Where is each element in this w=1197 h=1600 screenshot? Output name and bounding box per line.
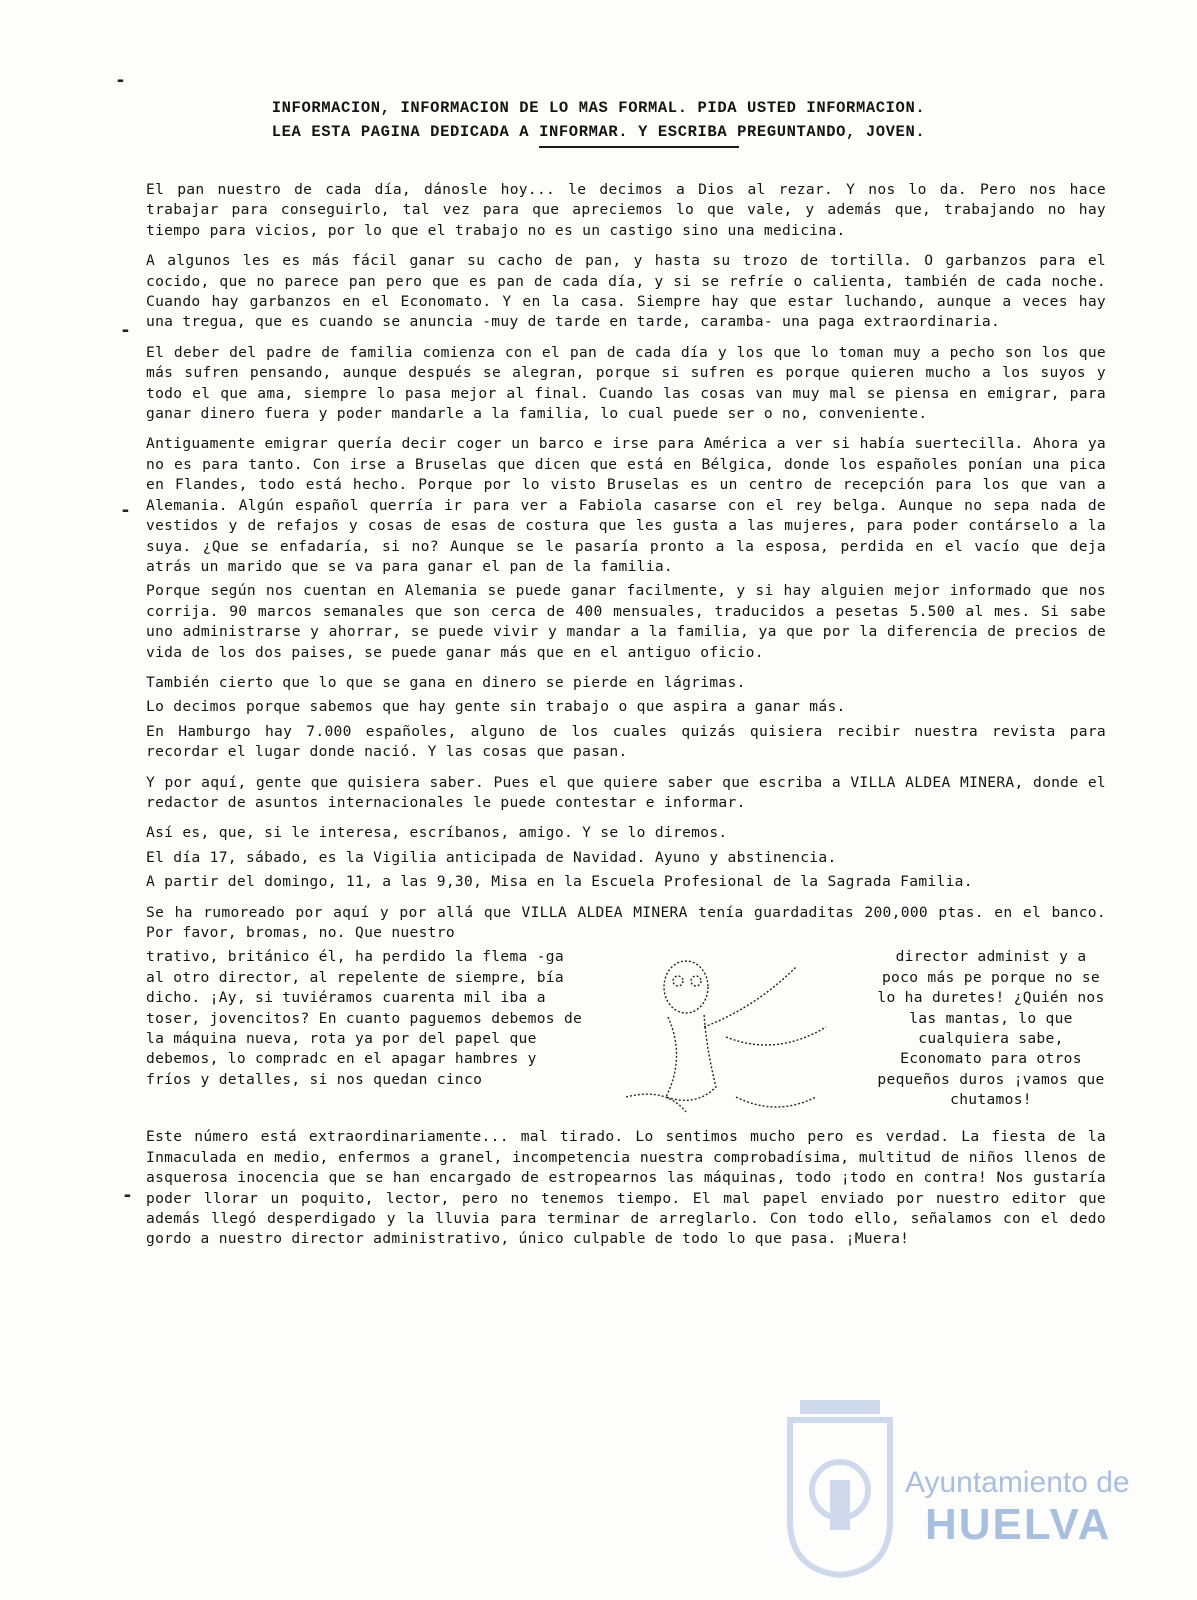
paragraph: Así es, que, si le interesa, escríbanos, amigo. Y se lo diremos. <box>146 824 728 842</box>
rumor-intro: Se ha rumoreado por aquí y por allá que VILLA ALDEA MINERA tenía guardaditas 200,000 ptas. en el banco. Por favor, bromas, no. Que nuestro <box>146 903 1106 941</box>
cartoon-illustration <box>606 947 856 1127</box>
paragraph: También cierto que lo que se gana en dinero se pierde en lágrimas. <box>146 673 746 691</box>
watermark-title: HUELVA <box>925 1500 1112 1549</box>
header-underline <box>539 146 739 148</box>
paragraph: A partir del domingo, 11, a las 9,30, Misa en la Escuela Profesional de la Sagrada Familia. <box>146 873 973 891</box>
rumor-block <box>146 947 1106 1127</box>
paragraph: El día 17, sábado, es la Vigilia anticipada de Navidad. Ayuno y abstinencia. <box>146 848 837 866</box>
paragraph: El deber del padre de familia comienza con el pan de cada día y los que lo toman muy a pecho son los que más sufren pensando, aunque después se alegran, porque si sufren es porque quieren mucho a los suyos y todo el que ama, siempre lo pasa mejor al final. Cuando las cosas van muy mal se piensa en emigrar, para ganar dinero fuera y poder mandarle a la familia, lo cual puede ser o no, conveniente. <box>146 343 1106 423</box>
paragraph: Porque según nos cuentan en Alemania se puede ganar facilmente, y si hay alguien mejor informado que nos corrija. 90 marcos semanales que son cerca de 400 mensuales, traducidos a pesetas 5.500 al mes. Si sabe uno administrarse y ahorrar, se puede vivir y mandar a la familia, ya que por la diferencia de precios de vida de los dos paises, se puede ganar más que en el antiguo oficio. <box>146 582 1106 661</box>
paragraph: Antiguamente emigrar quería decir coger un barco e irse para América a ver si había suertecilla. Ahora ya no es para tanto. Con irse a Bruselas que dicen que está en Bélgica, donde los españoles ponían una pica en Flandes, todo está hecho. Porque por lo visto Bruselas es un centro de recepción para los que van a Alemania. Algún español querría ir para ver a Fabiola casarse con el rey belga. Aunque no sepa nada de vestidos y de refajos y cosas de esas de costura que les gusta a las mujeres, para poder contárselo a la suya. ¿Que se enfadaría, si no? Aunque se le pasaría pronto a la esposa, perdida en el vacío que deja atrás un marido que se va para ganar el pan de la familia. <box>146 435 1106 575</box>
rumor-left-column: trativo, británico él, ha perdido la flema -ga al otro director, al repelente de siempre, bía dicho. ¡Ay, si tuviéramos cuarenta mil iba a toser, jovencitos? En cuanto paguemos debemos de la máquina nueva, rota ya por del papel que debemos, lo compradc en el apagar hambres y fríos y detalles, si nos quedan cinco <box>146 948 583 1088</box>
paragraph: Lo decimos porque sabemos que hay gente sin trabajo o que aspira a ganar más. <box>146 698 846 716</box>
paragraph: El pan nuestro de cada día, dánosle hoy... le decimos a Dios al rezar. Y nos lo da. Pero nos hace trabajar para conseguirlo, tal vez para que apreciemos lo que vale, y además que, trabajando no hay tiempo para vicios, por lo que el trabajo no es un castigo sino una medicina. <box>146 181 1106 239</box>
document-header <box>0 96 1197 148</box>
watermark-caption: Ayuntamiento de <box>905 1466 1130 1499</box>
margin-mark: - <box>115 70 126 91</box>
header-line-1: INFORMACION, INFORMACION DE LO MAS FORMAL. PIDA USTED INFORMACION. <box>271 99 926 117</box>
closing-paragraph: Este número está extraordinariamente... mal tirado. Lo sentimos mucho pero es verdad. La fiesta de la Inmaculada en medio, enfermos a granel, incompetencia nuestra comprobadísima, multitud de niños llenos de asquerosa inocencia que se han encargado de estropearnos las máquinas, todo ¡todo en contra! Nos gustaría poder llorar un poquito, lector, pero no tenemos tiempo. El mal papel enviado por nuestro editor que además llegó desperdigado y la lluvia para terminar de arreglarlo. Con todo ello, señalamos con el dedo gordo a nuestro director administrativo, único culpable de todo lo que pasa. ¡Muera! <box>146 1128 1106 1248</box>
header-line-2: LEA ESTA PAGINA DEDICADA A INFORMAR. Y ESCRIBA PREGUNTANDO, JOVEN. <box>271 123 926 141</box>
paragraph: A algunos les es más fácil ganar su cacho de pan, y hasta su trozo de tortilla. O garbanzos para el cocido, que no parece pan pero que es pan de cada día, y si se refríe o calienta, también de cada noche. Cuando hay garbanzos en el Economato. Y en la casa. Siempre hay que estar luchando, aunque a veces hay una tregua, que es cuando se anuncia -muy de tarde en tarde, caramba- una paga extraordinaria. <box>146 252 1106 331</box>
paragraph: Y por aquí, gente que quisiera saber. Pues el que quiere saber que escriba a VILLA ALDEA MINERA, donde el redactor de asuntos internacionales le puede contestar e informar. <box>146 773 1106 811</box>
margin-mark: - <box>122 1185 133 1206</box>
margin-mark: - <box>120 320 131 341</box>
margin-mark: - <box>120 500 131 521</box>
rumor-right-column: director administ y a poco más pe porque no se lo ha duretes! ¿Quién nos las mantas, lo que cualquiera sabe, Economato para otros pequeños duros ¡vamos que chutamos! <box>877 948 1105 1109</box>
document-body <box>146 180 1106 1260</box>
paragraph: En Hamburgo hay 7.000 españoles, alguno de los cuales quizás quisiera recibir nuestra revista para recordar el lugar donde nació. Y las cosas que pasan. <box>146 722 1106 761</box>
